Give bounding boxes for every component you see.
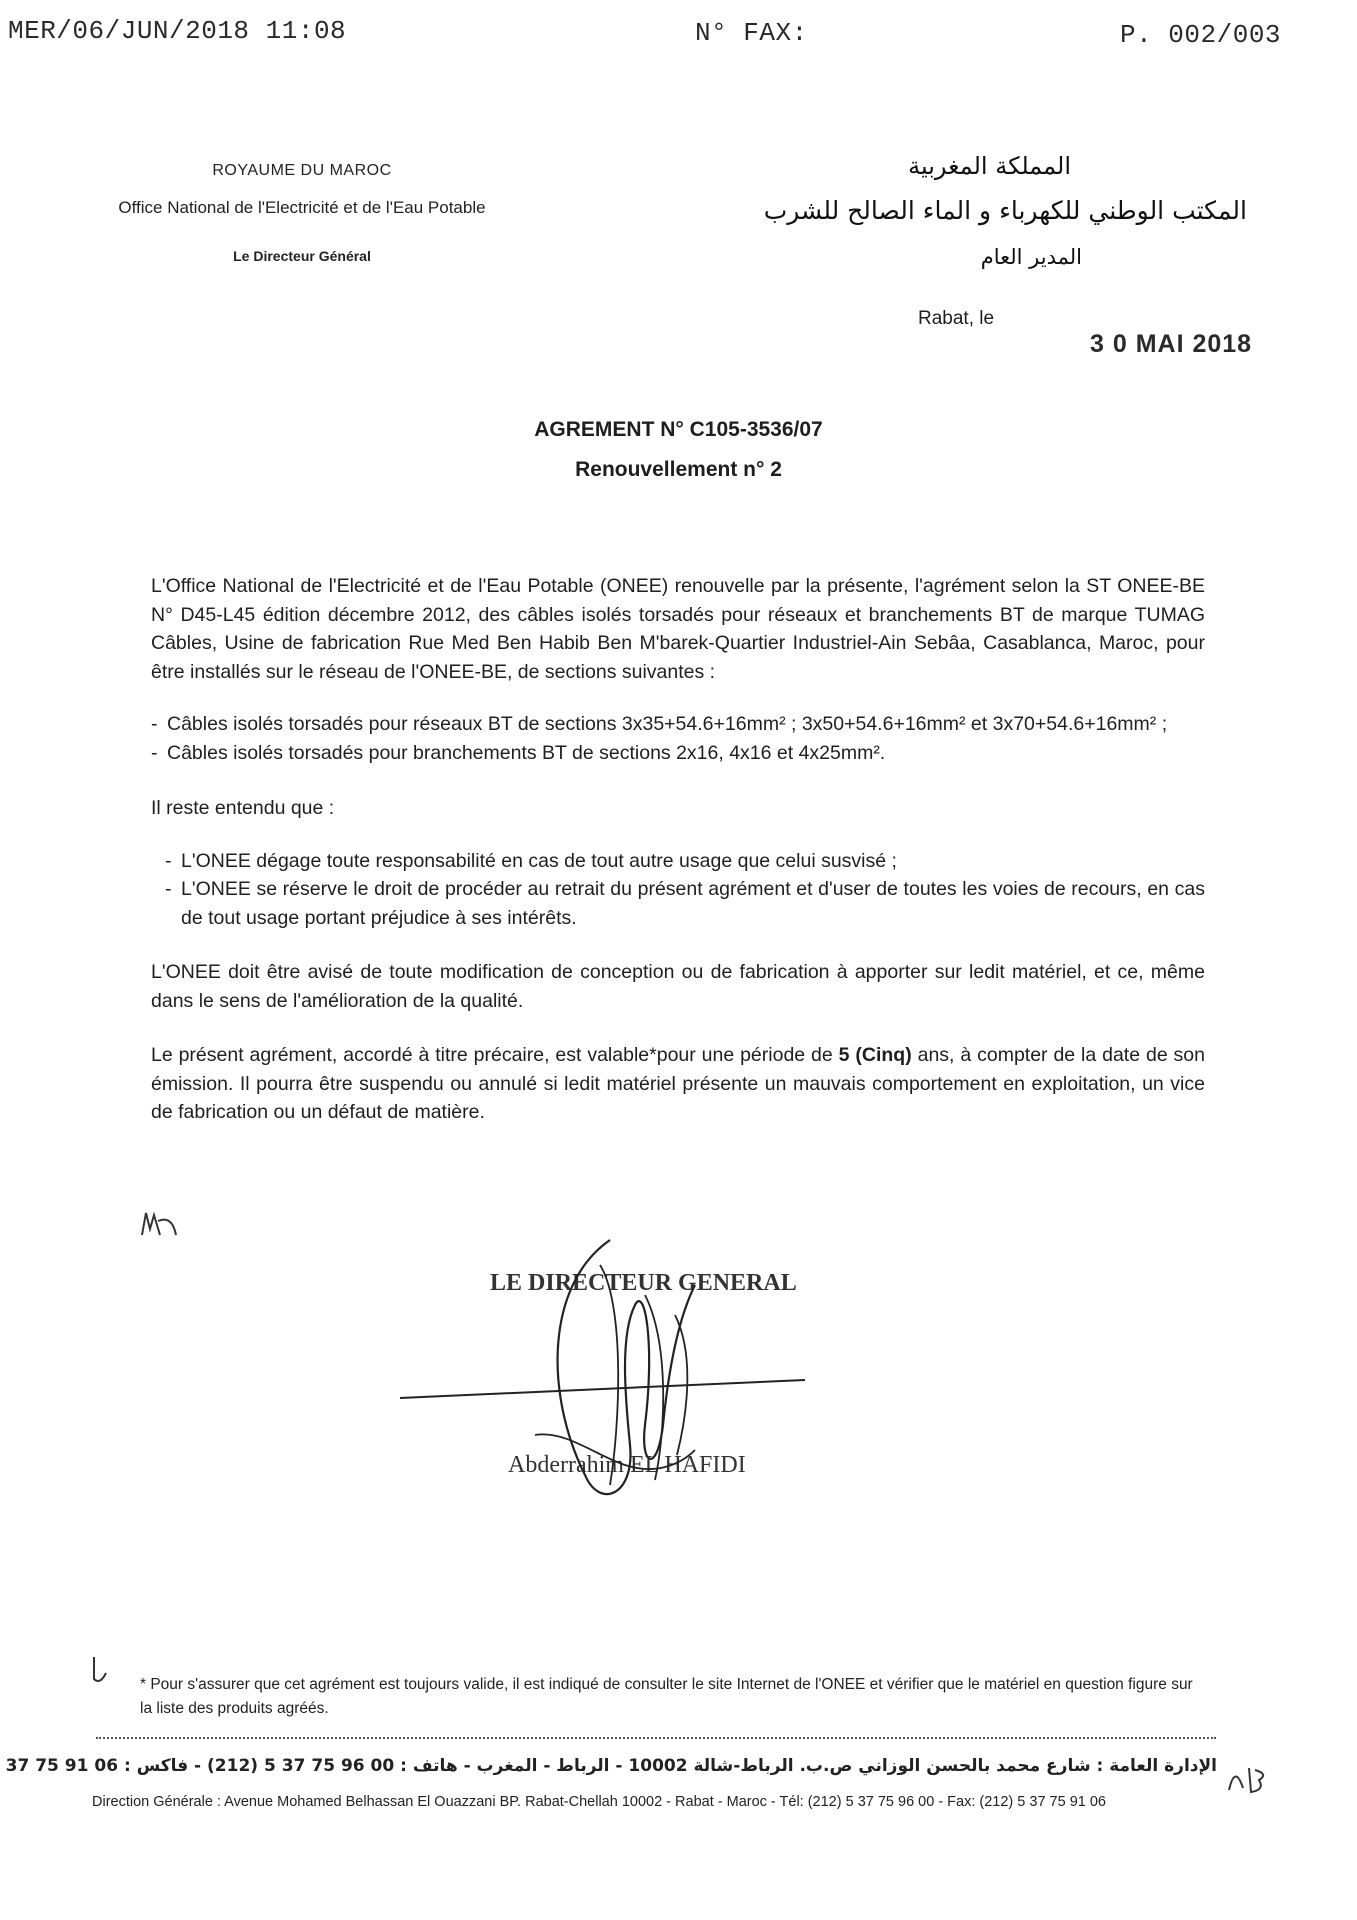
- footer-divider: [96, 1737, 1216, 1739]
- letterhead-director-arabic: المدير العام: [980, 245, 1082, 269]
- footnote: * Pour s'assurer que cet agrément est toujours valide, il est indiqué de consulter le site Internet de l'ONEE et vérifier que le matériel en question figure sur la liste des produits agréés.: [140, 1676, 1193, 1717]
- signatory-name: Abderrahim EL HAFIDI: [508, 1452, 746, 1478]
- letterhead-office: Office National de l'Electricité et de l'Eau Potable: [118, 198, 486, 217]
- condition-intro: Il reste entendu que :: [151, 797, 335, 819]
- place-label: Rabat, le: [918, 308, 995, 329]
- initials-mark: [138, 1205, 188, 1247]
- letterhead-director: Le Directeur Général: [233, 248, 371, 264]
- letterhead-kingdom: ROYAUME DU MAROC: [212, 162, 392, 179]
- handwritten-mark: [86, 1653, 116, 1689]
- agreement-title: AGREMENT N° C105-3536/07: [534, 418, 823, 441]
- agreement-subtitle: Renouvellement n° 2: [575, 458, 782, 481]
- handwritten-signature: [395, 1225, 815, 1525]
- signatory-title: LE DIRECTEUR GENERAL: [490, 1270, 797, 1296]
- list-item-text: Câbles isolés torsadés pour branchements BT de sections 2x16, 4x16 et 4x25mm².: [167, 741, 886, 764]
- notice-paragraph: L'ONEE doit être avisé de toute modification de conception ou de fabrication à apporter sur ledit matériel, et ce, même dans le sens de l'amélioration de la qualité.: [151, 961, 1205, 1012]
- list-item: [165, 847, 1205, 876]
- footer-address-french: Direction Générale : Avenue Mohamed Belhassan El Ouazzani BP. Rabat-Chellah 10002 - Rabat - Maroc - Tél: (212) 5 37 75 96 00 - Fax: (212) 5 37 75 91 06: [92, 1794, 1106, 1810]
- footer-address-arabic: الإدارة العامة : شارع محمد بالحسن الوزاني ص.ب. الرباط-شالة 10002 - الرباط - المغرب - هاتف : 00 96 75 37 5 (212) - فاكس : 06 91 75 37: [5, 1756, 1217, 1776]
- fax-datetime: MER/06/JUN/2018 11:08: [8, 16, 347, 46]
- list-item-text: L'ONEE se réserve le droit de procéder au retrait du présent agrément et d'user de toutes les voies de recours, en cas de tout usage portant préjudice à ses intérêts.: [181, 878, 1205, 929]
- validity-duration: 5 (Cinq): [838, 1044, 912, 1066]
- list-item: [151, 739, 1205, 768]
- validity-text-post: ans, à compter de la date de son émission. Il pourra être suspendu ou annulé si ledit matériel présente un mauvais comportement en exploitation, un vice de fabrication ou un défaut de matière.: [151, 1044, 1206, 1123]
- fax-number-label: N° FAX:: [695, 18, 808, 48]
- list-item-text: L'ONEE dégage toute responsabilité en cas de tout autre usage que celui susvisé ;: [181, 849, 897, 872]
- letterhead-kingdom-arabic: المملكة المغربية: [908, 152, 1071, 180]
- validity-text-pre: Le présent agrément, accordé à titre précaire, est valable*pour une période de: [151, 1044, 839, 1066]
- corner-initials: [1225, 1760, 1275, 1800]
- fax-page-number: P. 002/003: [1120, 20, 1282, 50]
- list-item: [151, 710, 1205, 739]
- validity-paragraph: [151, 1041, 1205, 1127]
- list-item: [165, 875, 1205, 932]
- list-item-text: Câbles isolés torsadés pour réseaux BT de sections 3x35+54.6+16mm² ; 3x50+54.6+16mm² et 3x70+54.6+16mm² ;: [167, 713, 1168, 735]
- conditions-list: [165, 847, 1205, 933]
- intro-paragraph: L'Office National de l'Electricité et de l'Eau Potable (ONEE) renouvelle par la présente, l'agrément selon la ST ONEE-BE N° D45-L45 édition décembre 2012, des câbles isolés torsadés pour réseaux et branchements BT de marque TUMAG Câbles, Usine de fabrication Rue Med Ben Habib Ben M'barek-Quartier Industriel-Ain Sebâa, Casablanca, Maroc, pour être installés sur le réseau de l'ONEE-BE, de sections suivantes :: [151, 575, 1205, 683]
- date-stamp: 3 0 MAI 2018: [1090, 330, 1253, 358]
- sections-list: [151, 710, 1205, 767]
- letterhead-office-arabic: المكتب الوطني للكهرباء و الماء الصالح للشرب: [763, 196, 1247, 225]
- letter-body: [151, 572, 1205, 1127]
